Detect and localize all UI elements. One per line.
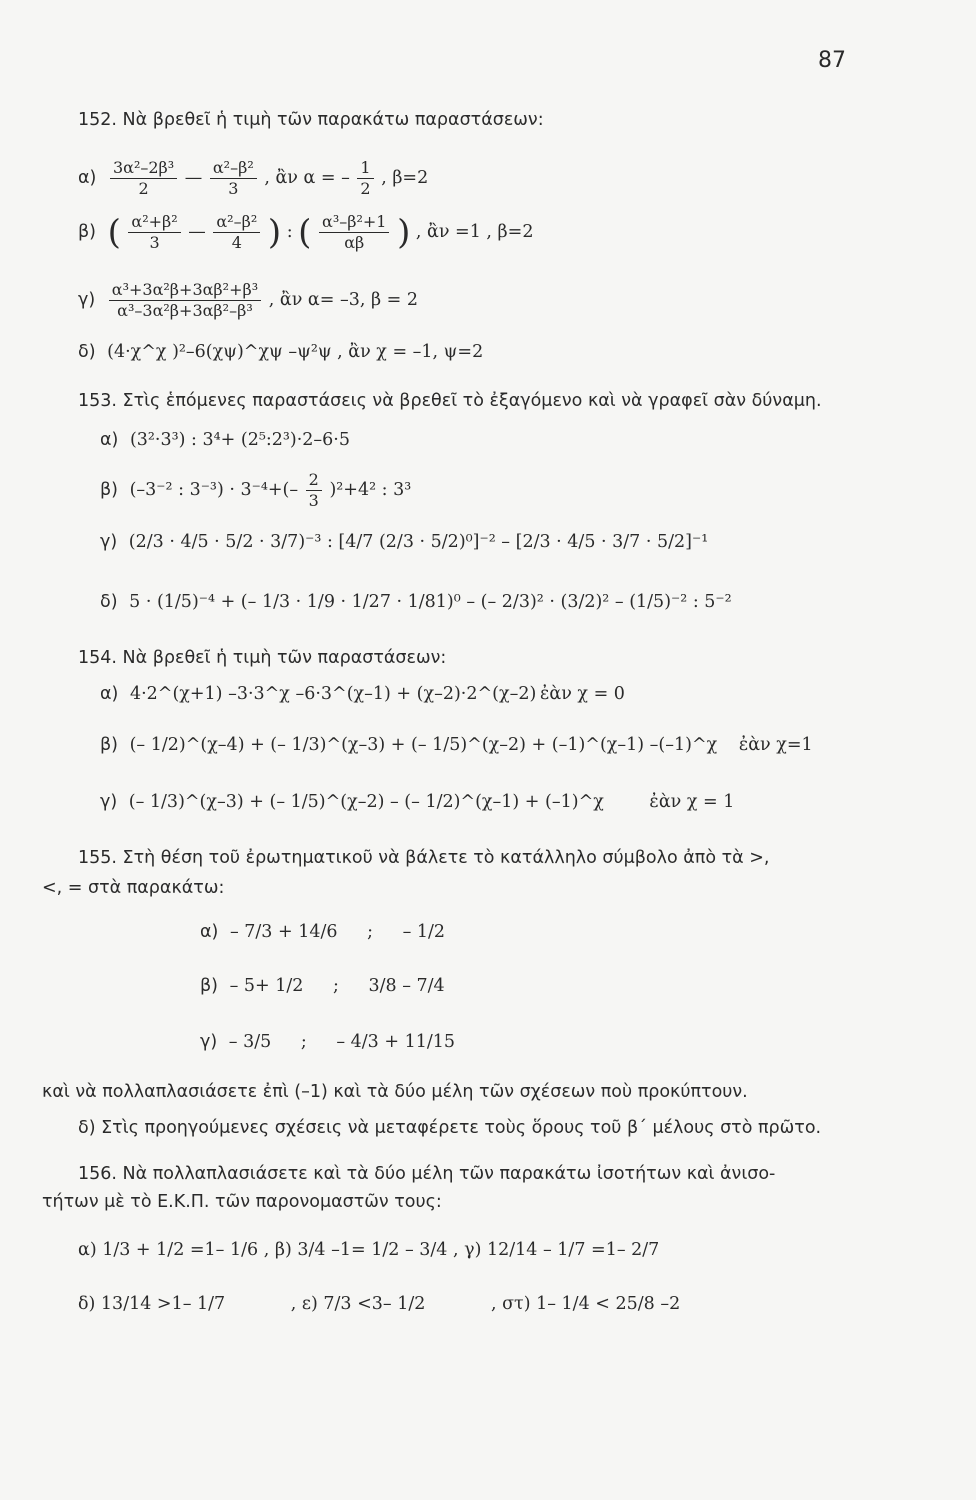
expression: – 1/2 (402, 922, 446, 942)
exercise-152-header: 152. Νὰ βρεθεῖ ἡ τιμὴ τῶν παρακάτω παραστάσεων: (78, 110, 544, 130)
expression: )²+4² : 3³ (329, 480, 412, 500)
condition: ἐὰν χ=1 (738, 735, 813, 755)
expression: δ) 13/14 >1– 1/7 (78, 1294, 226, 1314)
expression: (–3⁻² : 3⁻³) · 3⁻⁴+(– (129, 480, 299, 500)
fraction (210, 158, 257, 199)
item-label: β) (78, 222, 96, 242)
expression: 5 · (1/5)⁻⁴ + (– 1/3 · 1/9 · 1/27 · 1/81)⁰ – (– 2/3)² · (3/2)² – (1/5)⁻² : 5⁻² (129, 592, 732, 612)
operator: — (188, 222, 206, 242)
item-label: α) (100, 430, 119, 450)
paren: ) (267, 212, 282, 253)
exercise-153-header: 153. Στὶς ἑπόμενες παραστάσεις νὰ βρεθεῖ τὸ ἐξαγόμενο καὶ νὰ γραφεῖ σὰν δύναμη. (78, 391, 822, 411)
expression: – 5+ 1/2 (229, 976, 304, 996)
exercise-155-footer: καὶ νὰ πολλαπλασιάσετε ἐπὶ (–1) καὶ τὰ δύο μέλη τῶν σχέσεων ποὺ προκύπτουν. (42, 1082, 748, 1102)
exercise-153-a (100, 430, 350, 450)
exercise-152-d (78, 342, 483, 362)
exercise-152-b (78, 212, 533, 253)
exercise-155-g (200, 1032, 455, 1052)
expression: (– 1/3)^(χ–3) + (– 1/5)^(χ–2) – (– 1/2)^(χ–1) + (–1)^χ (128, 792, 604, 812)
numerator: α²+β² (128, 212, 180, 233)
denominator: 3 (228, 179, 239, 198)
numerator: α³+3α²β+3αβ²+β³ (109, 280, 261, 301)
fraction (319, 212, 389, 253)
condition: , ἂν α= –3, β = 2 (268, 290, 418, 310)
denominator: 3 (149, 233, 160, 252)
separator: ; (300, 1032, 307, 1052)
expression: , ε) 7/3 <3– 1/2 (290, 1294, 426, 1314)
exercise-155-header: 155. Στὴ θέση τοῦ ἐρωτηματικοῦ νὰ βάλετε τὸ κατάλληλο σύμβολο ἀπὸ τὰ >, (78, 848, 770, 868)
item-label: δ) (78, 342, 96, 362)
fraction (357, 158, 373, 199)
exercise-153-b (100, 470, 411, 511)
item-label: γ) (200, 1032, 218, 1052)
separator: ; (367, 922, 374, 942)
numerator: α²–β² (210, 158, 257, 179)
condition: , ἂν α = – (264, 168, 350, 188)
expression: (3²·3³) : 3⁴+ (2⁵:2³)·2–6·5 (129, 430, 350, 450)
exercise-156-row-1 (78, 1240, 659, 1260)
expression: , στ) 1– 1/4 < 25/8 –2 (490, 1294, 681, 1314)
operator: : (286, 222, 293, 242)
item-label: α) (200, 922, 219, 942)
item-label: β) (100, 480, 118, 500)
operator: — (184, 168, 203, 188)
expression: 3/8 – 7/4 (368, 976, 445, 996)
exercise-156-header: 156. Νὰ πολλαπλασιάσετε καὶ τὰ δύο μέλη τῶν παρακάτω ἰσοτήτων καὶ ἀνισο- (78, 1164, 776, 1184)
item-label: γ) (78, 290, 96, 310)
item-label: β) (200, 976, 218, 996)
paren: ) (397, 212, 411, 253)
paren: ( (107, 212, 121, 253)
condition: , β=2 (381, 168, 429, 188)
expression: 4·2^(χ+1) –3·3^χ –6·3^(χ–1) + (χ–2)·2^(χ–2) (129, 684, 537, 704)
fraction (109, 280, 261, 321)
denominator: 2 (138, 179, 149, 198)
denominator: αβ (344, 233, 365, 252)
fraction (128, 212, 180, 253)
exercise-152-a (78, 158, 428, 199)
expression: – 4/3 + 11/15 (336, 1032, 456, 1052)
exercise-152-g (78, 280, 418, 321)
denominator: 2 (360, 179, 371, 198)
expression: – 3/5 (228, 1032, 272, 1052)
numerator: α²–β² (213, 212, 260, 233)
fraction (213, 212, 260, 253)
exercise-156-header-2: τήτων μὲ τὸ Ε.Κ.Π. τῶν παρονομαστῶν τους: (42, 1192, 442, 1212)
expression: (– 1/2)^(χ–4) + (– 1/3)^(χ–3) + (– 1/5)^(χ–2) + (–1)^(χ–1) –(–1)^χ (129, 735, 718, 755)
exercise-155-header-2: <, = στὰ παρακάτω: (42, 878, 225, 898)
exercise-155-a (200, 922, 445, 942)
expression: (4·χ^χ )²–6(χψ)^χψ –ψ²ψ (107, 342, 332, 362)
exercise-156-row-2 (78, 1294, 680, 1314)
numerator: 2 (306, 470, 322, 491)
exercise-154-header: 154. Νὰ βρεθεῖ ἡ τιμὴ τῶν παραστάσεων: (78, 648, 447, 668)
numerator: α³–β²+1 (319, 212, 389, 233)
item-label: γ) (100, 532, 118, 552)
exercise-154-g (100, 792, 734, 812)
item-label: γ) (100, 792, 118, 812)
item-label: δ) (100, 592, 118, 612)
exercise-155-d: δ) Στὶς προηγούμενες σχέσεις νὰ μεταφέρετε τοὺς ὅρους τοῦ β΄ μέλους στὸ πρῶτο. (78, 1118, 822, 1138)
condition: , ἂν =1 , β=2 (415, 222, 534, 242)
denominator: 3 (308, 491, 319, 510)
numerator: 3α²–2β³ (110, 158, 177, 179)
condition: ἐὰν χ = 0 (540, 684, 625, 704)
exercise-153-g (100, 532, 708, 552)
expression: – 7/3 + 14/6 (229, 922, 338, 942)
exercise-154-b (100, 735, 813, 755)
fraction (306, 470, 322, 511)
separator: ; (333, 976, 339, 996)
numerator: 1 (357, 158, 373, 179)
item-label: α) (100, 684, 119, 704)
exercise-153-d (100, 592, 732, 612)
expression: , γ) 12/14 – 1/7 =1– 2/7 (453, 1240, 660, 1260)
condition: , ἂν χ = –1, ψ=2 (337, 342, 484, 362)
condition: ἐὰν χ = 1 (649, 792, 735, 812)
item-label: α) (78, 168, 97, 188)
expression: (2/3 · 4/5 · 5/2 · 3/7)⁻³ : [4/7 (2/3 · 5/2)⁰]⁻² – [2/3 · 4/5 · 3/7 · 5/2]⁻¹ (128, 532, 709, 552)
expression: α) 1/3 + 1/2 =1– 1/6 (78, 1240, 259, 1260)
exercise-154-a (100, 684, 625, 704)
fraction (110, 158, 177, 199)
expression: , β) 3/4 –1= 1/2 – 3/4 (263, 1240, 448, 1260)
denominator: α³–3α²β+3αβ²–β³ (117, 301, 253, 320)
exercise-155-b (200, 976, 445, 996)
denominator: 4 (231, 233, 242, 252)
page-number: 87 (818, 48, 846, 73)
paren: ( (298, 212, 312, 253)
item-label: β) (100, 735, 118, 755)
